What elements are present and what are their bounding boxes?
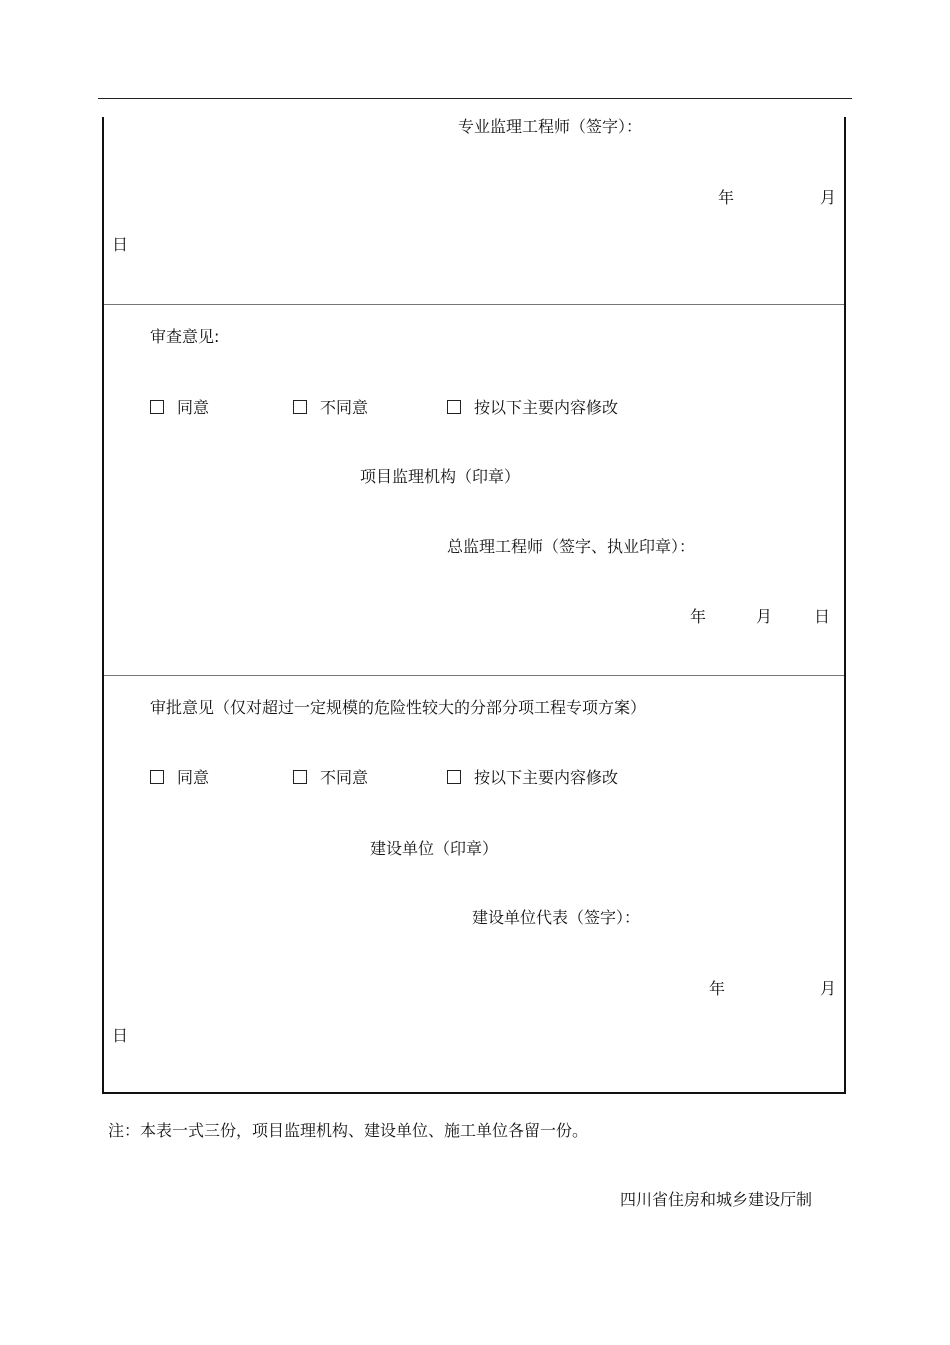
review-heading: 审查意见: [150, 327, 220, 346]
review-option-agree[interactable]: 同意 [150, 398, 209, 418]
approval-option-modify[interactable]: 按以下主要内容修改 [447, 768, 618, 788]
approval-option-agree[interactable]: 同意 [150, 768, 209, 788]
issuer-label: 四川省住房和城乡建设厅制 [620, 1190, 813, 1209]
construction-rep-sign-label: 建设单位代表（签字）： [472, 908, 641, 927]
review-option-disagree[interactable]: 不同意 [293, 398, 368, 418]
approval-heading: 审批意见（仅对超过一定规模的危险性较大的分部分项工程专项方案） [150, 698, 647, 717]
day-label: 日 [112, 235, 129, 254]
header-rule [98, 98, 852, 99]
month-label: 月 [756, 607, 773, 626]
engineer-sign-label: 专业监理工程师（签字）： [458, 117, 643, 136]
supervision-org-seal-label: 项目监理机构（印章） [360, 467, 521, 486]
distribution-note: 注：本表一式三份，项目监理机构、建设单位、施工单位各留一份。 [108, 1121, 589, 1140]
section-divider [104, 675, 844, 676]
day-label: 日 [814, 607, 831, 626]
checkbox[interactable] [447, 400, 461, 414]
checkbox[interactable] [293, 400, 307, 414]
chief-engineer-sign-label: 总监理工程师（签字、执业印章）： [447, 537, 696, 556]
year-label: 年 [690, 607, 707, 626]
approval-form-table [102, 117, 846, 1094]
checkbox[interactable] [150, 400, 164, 414]
construction-unit-seal-label: 建设单位（印章） [370, 839, 499, 858]
section-divider [104, 304, 844, 305]
month-label: 月 [820, 979, 837, 998]
review-option-modify[interactable]: 按以下主要内容修改 [447, 398, 618, 418]
month-label: 月 [820, 188, 837, 207]
checkbox[interactable] [150, 770, 164, 784]
approval-option-disagree[interactable]: 不同意 [293, 768, 368, 788]
checkbox[interactable] [293, 770, 307, 784]
year-label: 年 [718, 188, 735, 207]
year-label: 年 [709, 979, 726, 998]
day-label: 日 [112, 1026, 129, 1045]
checkbox[interactable] [447, 770, 461, 784]
